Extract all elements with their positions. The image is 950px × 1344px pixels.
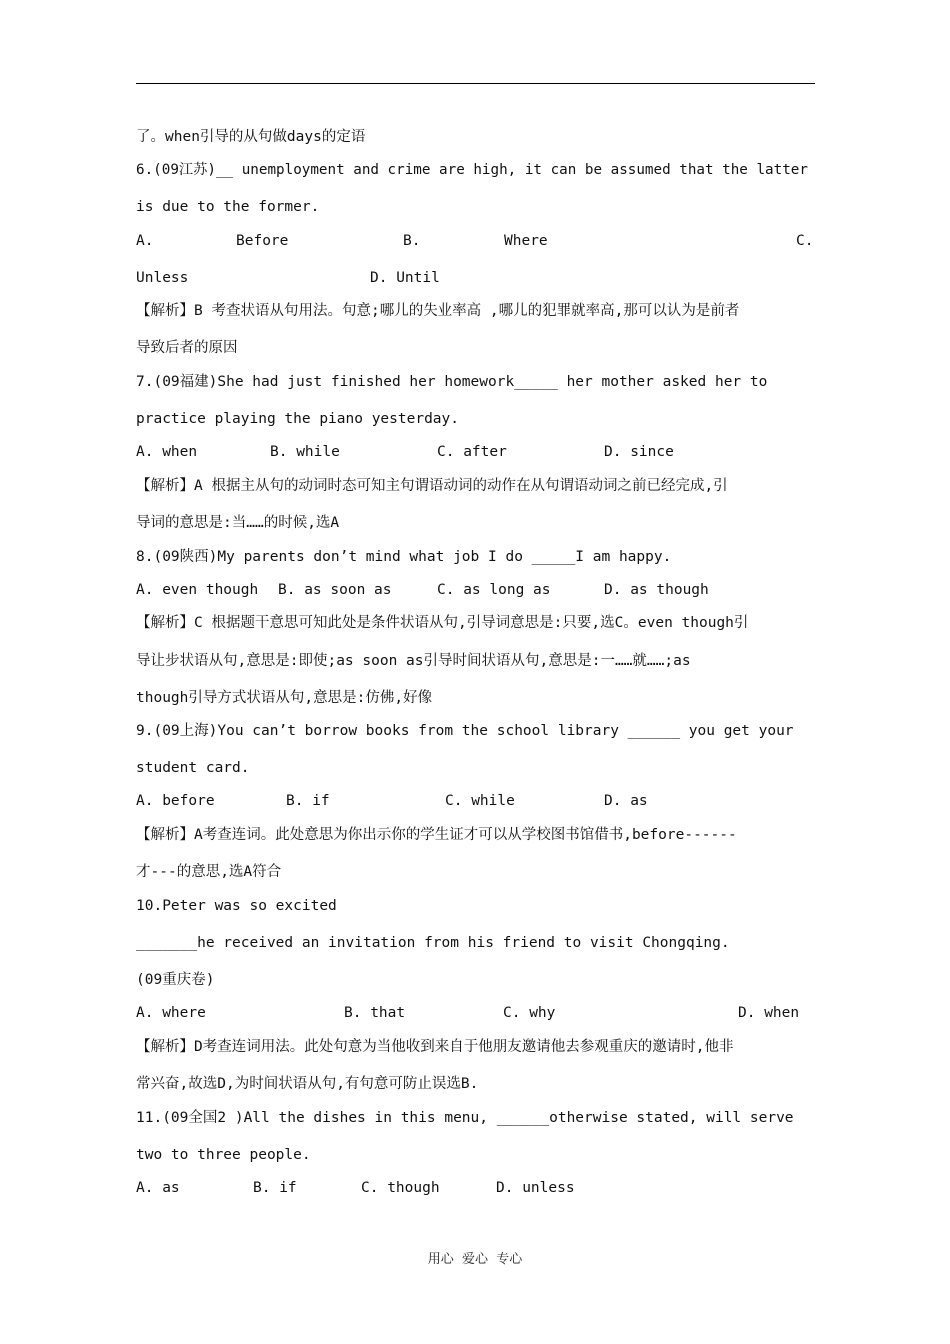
options-6-row1 xyxy=(136,231,815,251)
text-line: _______he received an invitation from his friend to visit Chongqing. xyxy=(136,935,730,951)
analysis-line: 【解析】A 根据主从句的动词时态可知主句谓语动词的动作在从句谓语动词之前已经完成,引 xyxy=(136,478,728,494)
option-b: B. if xyxy=(253,1180,297,1196)
question-7: 7.(09福建)She had just finished her homework_____ her mother asked her to xyxy=(136,374,768,390)
text-line: student card. xyxy=(136,760,250,776)
option-d: D. when xyxy=(738,1005,800,1021)
analysis-line: 【解析】D考查连词用法。此处句意为当他收到来自于他朋友邀请他去参观重庆的邀请时,他非 xyxy=(136,1039,734,1055)
page-footer: 用心 爱心 专心 xyxy=(427,1252,523,1267)
option-label: B. xyxy=(403,233,421,249)
option-c: C. while xyxy=(445,793,515,809)
option-text: Before xyxy=(236,233,289,249)
option-a: A. as xyxy=(136,1180,180,1196)
analysis-line: 导让步状语从句,意思是:即使;as soon as引导时间状语从句,意思是:一……就……;as xyxy=(136,653,691,669)
option-d: D. as xyxy=(604,793,648,809)
question-10: 10.Peter was so excited xyxy=(136,898,337,914)
options-7 xyxy=(136,442,815,462)
option-b: B. if xyxy=(286,793,330,809)
analysis-line: though引导方式状语从句,意思是:仿佛,好像 xyxy=(136,690,433,706)
options-10 xyxy=(136,1003,815,1023)
analysis-line: 【解析】B 考查状语从句用法。句意;哪儿的失业率高 ,哪儿的犯罪就率高,那可以认为是前者 xyxy=(136,303,740,319)
option-c: C. as long as xyxy=(437,582,551,598)
question-8: 8.(09陕西)My parents don’t mind what job I do _____I am happy. xyxy=(136,549,672,565)
options-11 xyxy=(136,1178,815,1198)
option-c: C. though xyxy=(361,1180,440,1196)
text-line: practice playing the piano yesterday. xyxy=(136,411,460,427)
analysis-line: 才---的意思,选A符合 xyxy=(136,864,282,880)
text-line: is due to the former. xyxy=(136,199,320,215)
option-b: B. as soon as xyxy=(278,582,392,598)
option-label: A. xyxy=(136,233,154,249)
text-line: 了。when引导的从句做days的定语 xyxy=(136,129,366,145)
question-11: 11.(09全国2 )All the dishes in this menu, ______otherwise stated, will serve xyxy=(136,1110,794,1126)
options-8 xyxy=(136,580,815,600)
header-rule xyxy=(136,83,815,84)
analysis-line: 【解析】C 根据题干意思可知此处是条件状语从句,引导词意思是:只要,选C。even though引 xyxy=(136,615,749,631)
option-d: D. unless xyxy=(496,1180,575,1196)
option-text: Where xyxy=(504,233,548,249)
text-line: two to three people. xyxy=(136,1147,311,1163)
option-label: C. xyxy=(796,233,814,249)
option-a: A. even though xyxy=(136,582,259,598)
analysis-line: 导致后者的原因 xyxy=(136,340,238,356)
analysis-line: 【解析】A考查连词。此处意思为你出示你的学生证才可以从学校图书馆借书,before------ xyxy=(136,827,737,843)
question-9: 9.(09上海)You can’t borrow books from the school library ______ you get your xyxy=(136,723,794,739)
options-9 xyxy=(136,791,815,811)
option-text: D. Until xyxy=(370,270,440,286)
option-d: D. as though xyxy=(604,582,709,598)
option-a: A. before xyxy=(136,793,215,809)
question-6: 6.(09江苏)__ unemployment and crime are high, it can be assumed that the latter xyxy=(136,162,808,178)
option-d: D. since xyxy=(604,444,674,460)
text-line: (09重庆卷) xyxy=(136,972,215,988)
option-b: B. that xyxy=(344,1005,406,1021)
option-a: A. when xyxy=(136,444,198,460)
option-a: A. where xyxy=(136,1005,206,1021)
option-c: C. after xyxy=(437,444,507,460)
option-c: C. why xyxy=(503,1005,556,1021)
options-6-row2 xyxy=(136,268,815,288)
analysis-line: 导词的意思是:当……的时候,选A xyxy=(136,515,340,531)
analysis-line: 常兴奋,故选D,为时间状语从句,有句意可防止误选B. xyxy=(136,1076,479,1092)
option-text: Unless xyxy=(136,270,189,286)
option-b: B. while xyxy=(270,444,340,460)
